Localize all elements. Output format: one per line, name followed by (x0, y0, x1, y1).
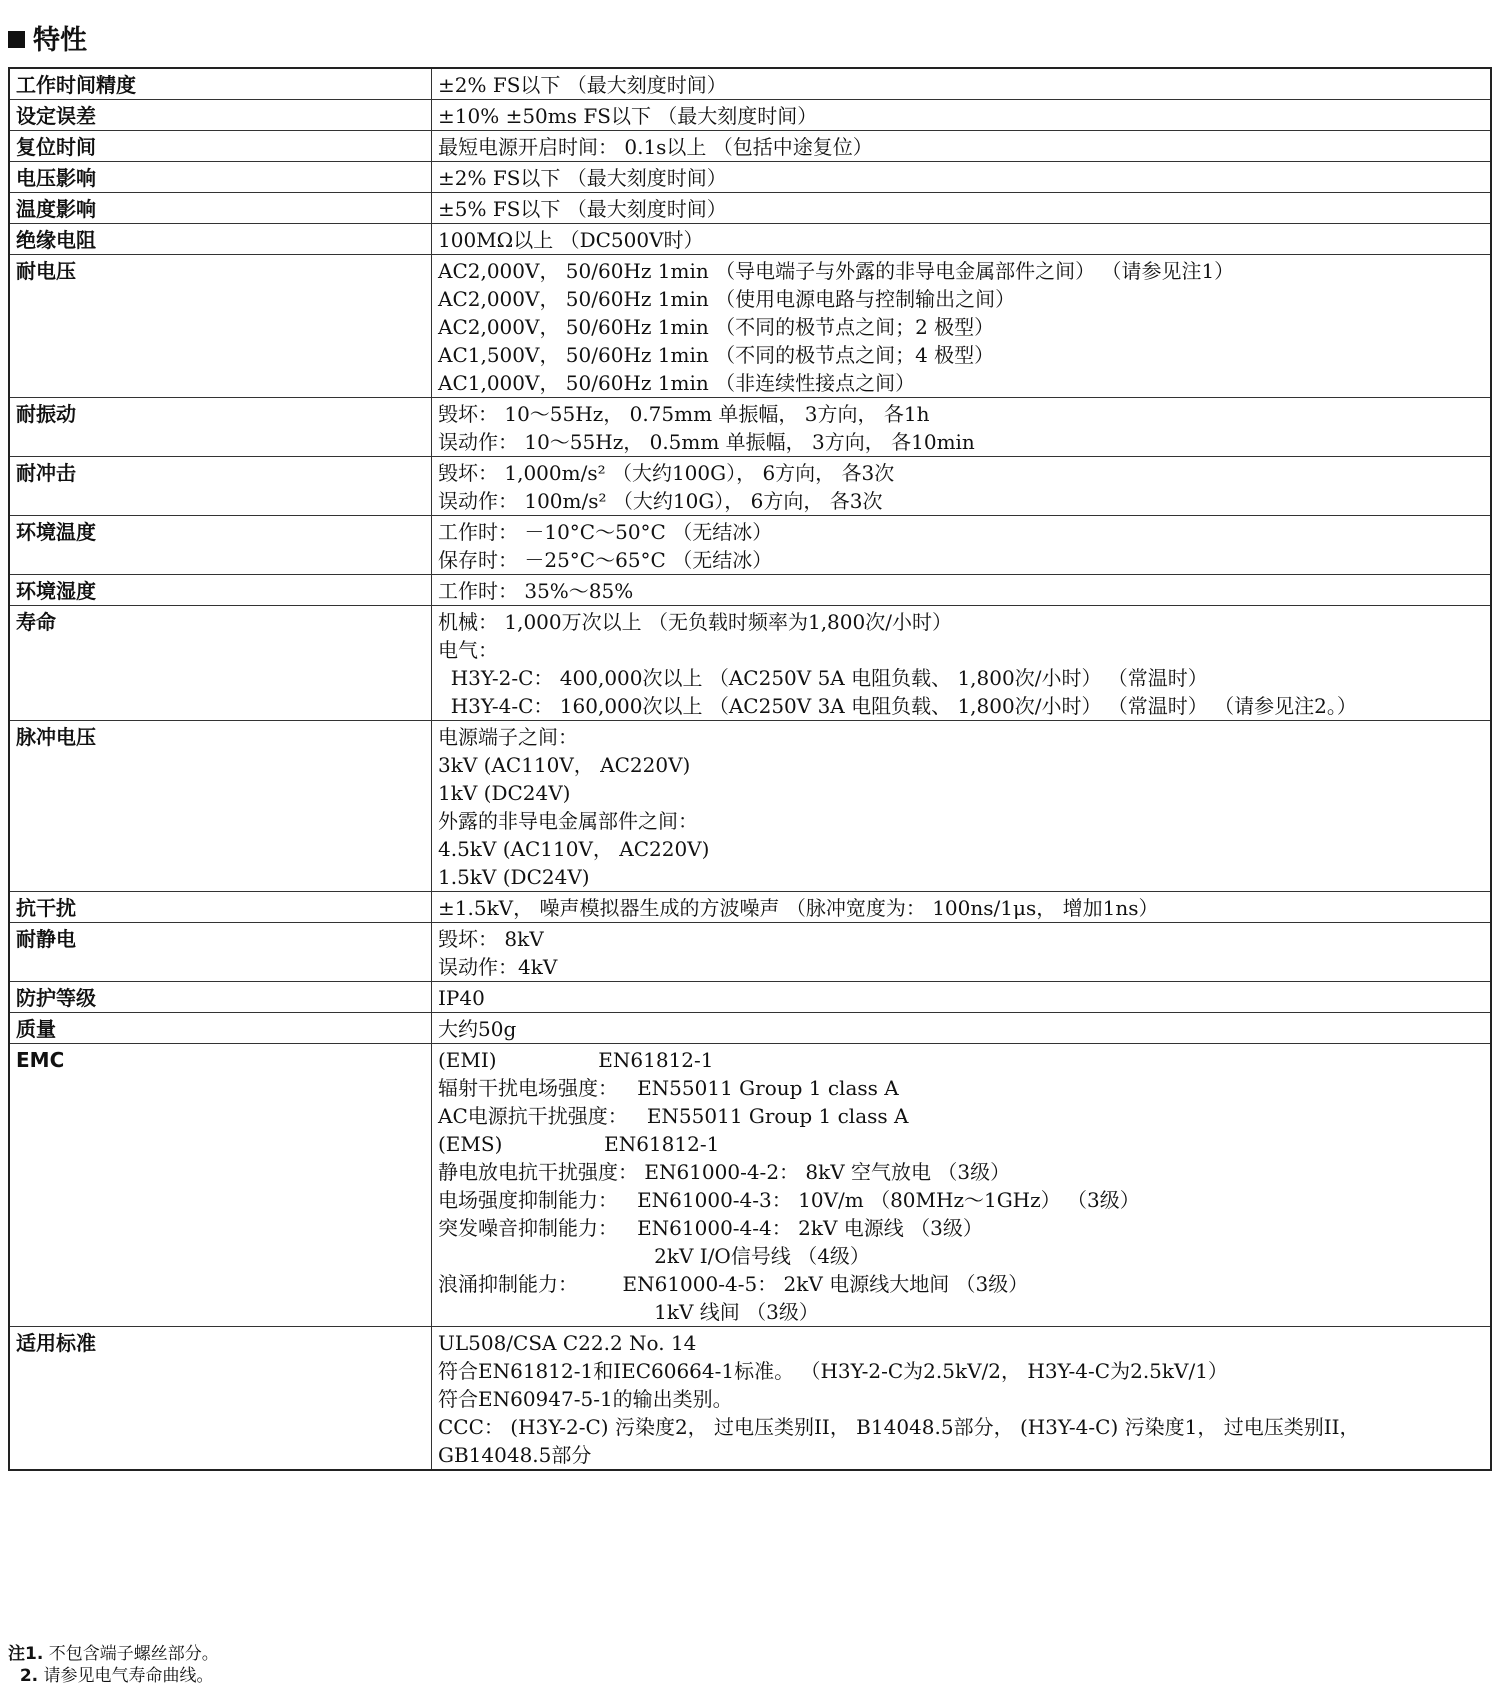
spec-value (432, 721, 1492, 892)
spec-label: 寿命 (9, 606, 432, 721)
footnote-1-number: 注1. (8, 1644, 44, 1664)
table-row (9, 982, 1491, 1013)
spec-value-line: 浪涌抑制能力： EN61000-4-5： 2kV 电源线大地间 （3级） (438, 1272, 1029, 1296)
table-row (9, 255, 1491, 398)
spec-value-line: 3kV (AC110V， AC220V) (438, 753, 691, 777)
spec-value-line: 电场强度抑制能力： EN61000-4-3： 10V/m （80MHz～1GHz） （3级） (438, 1188, 1140, 1212)
spec-value (432, 68, 1492, 100)
spec-value-line: 工作时： －10°C～50°C （无结冰） (438, 520, 773, 544)
spec-value-line: 符合EN61812-1和IEC60664-1标准。 （H3Y-2-C为2.5kV/2， H3Y-4-C为2.5kV/1） (438, 1359, 1228, 1383)
spec-value-line: 毁坏： 8kV (438, 927, 544, 951)
spec-value (432, 575, 1492, 606)
spec-value (432, 982, 1492, 1013)
table-row (9, 721, 1491, 892)
spec-value (432, 1013, 1492, 1044)
table-row (9, 224, 1491, 255)
spec-value-line: AC电源抗干扰强度： EN55011 Group 1 class A (438, 1104, 909, 1128)
spec-value (432, 516, 1492, 575)
footnote-2-number: 2. (8, 1666, 39, 1686)
table-row (9, 1044, 1491, 1327)
spec-value-line: 1kV (DC24V) (438, 781, 571, 805)
spec-label: 温度影响 (9, 193, 432, 224)
spec-label: EMC (9, 1044, 432, 1327)
spec-value-line: 1.5kV (DC24V) (438, 865, 590, 889)
table-row (9, 162, 1491, 193)
spec-value-line: 工作时： 35%～85% (438, 579, 634, 603)
spec-value (432, 1044, 1492, 1327)
spec-value-line: 4.5kV (AC110V， AC220V) (438, 837, 710, 861)
spec-value (432, 892, 1492, 923)
spec-value-line: 外露的非导电金属部件之间： (438, 809, 698, 833)
spec-label: 质量 (9, 1013, 432, 1044)
spec-label: 耐振动 (9, 398, 432, 457)
spec-value-line: 最短电源开启时间： 0.1s以上 （包括中途复位） (438, 135, 873, 159)
table-row (9, 575, 1491, 606)
spec-value-line: 毁坏： 10～55Hz， 0.75mm 单振幅， 3方向， 各1h (438, 402, 930, 426)
spec-value-line: GB14048.5部分 (438, 1443, 592, 1467)
spec-value-line: ±10% ±50ms FS以下 （最大刻度时间） (438, 104, 818, 128)
spec-value-line: 大约50g (438, 1017, 517, 1041)
spec-label: 防护等级 (9, 982, 432, 1013)
spec-value (432, 255, 1492, 398)
table-row (9, 1327, 1491, 1471)
spec-value-line: 辐射干扰电场强度： EN55011 Group 1 class A (438, 1076, 899, 1100)
spec-value-line: 误动作： 100m/s² （大约10G）， 6方向， 各3次 (438, 489, 883, 513)
spec-label: 复位时间 (9, 131, 432, 162)
spec-value-line: 机械： 1,000万次以上 （无负载时频率为1,800次/小时） (438, 610, 952, 634)
spec-value-line: ±1.5kV， 噪声模拟器生成的方波噪声 （脉冲宽度为： 100ns/1μs， 增加1ns） (438, 896, 1159, 920)
table-row (9, 68, 1491, 100)
table-row (9, 606, 1491, 721)
spec-label: 环境湿度 (9, 575, 432, 606)
square-bullet-icon (8, 31, 25, 48)
spec-value-line: 误动作：4kV (438, 955, 558, 979)
spec-value-line: 符合EN60947-5-1的输出类别。 (438, 1387, 733, 1411)
spec-value (432, 1327, 1492, 1471)
spec-value-line: ±2% FS以下 （最大刻度时间） (438, 166, 727, 190)
spec-value-line: ±5% FS以下 （最大刻度时间） (438, 197, 727, 221)
table-row (9, 398, 1491, 457)
spec-value (432, 100, 1492, 131)
spec-value-line: 毁坏： 1,000m/s² （大约100G）， 6方向， 各3次 (438, 461, 895, 485)
spec-label: 耐静电 (9, 923, 432, 982)
spec-value-line: (EMI) EN61812-1 (438, 1048, 714, 1072)
section-heading (8, 18, 87, 57)
table-row (9, 193, 1491, 224)
spec-value-line: ±2% FS以下 （最大刻度时间） (438, 73, 727, 97)
spec-value-line: 突发噪音抑制能力： EN61000-4-4： 2kV 电源线 （3级） (438, 1216, 983, 1240)
spec-label: 耐电压 (9, 255, 432, 398)
spec-value-line: UL508/CSA C22.2 No. 14 (438, 1331, 697, 1355)
spec-label: 工作时间精度 (9, 68, 432, 100)
spec-label: 抗干扰 (9, 892, 432, 923)
spec-value (432, 131, 1492, 162)
footnote-2 (8, 1665, 219, 1687)
footnote-1-text: 不包含端子螺丝部分。 (48, 1644, 219, 1664)
spec-value-line: 保存时： －25°C～65°C （无结冰） (438, 548, 773, 572)
spec-value-line: 100MΩ以上 （DC500V时） (438, 228, 704, 252)
table-row (9, 923, 1491, 982)
spec-value-line: AC2,000V， 50/60Hz 1min （导电端子与外露的非导电金属部件之间） （请参见注1） (438, 259, 1235, 283)
spec-value (432, 398, 1492, 457)
spec-value-line: IP40 (438, 986, 485, 1010)
spec-table-body (9, 68, 1491, 1470)
footnote-1 (8, 1643, 219, 1665)
spec-value (432, 457, 1492, 516)
spec-label: 适用标准 (9, 1327, 432, 1471)
table-row (9, 457, 1491, 516)
spec-value-line: AC1,000V， 50/60Hz 1min （非连续性接点之间） (438, 371, 916, 395)
spec-label: 绝缘电阻 (9, 224, 432, 255)
spec-value-line: 电源端子之间： (438, 725, 578, 749)
spec-value-line: (EMS) EN61812-1 (438, 1132, 720, 1156)
spec-value-line: H3Y-2-C： 400,000次以上 （AC250V 5A 电阻负载、 1,800次/小时） （常温时） (438, 666, 1208, 690)
spec-label: 设定误差 (9, 100, 432, 131)
spec-value-line: CCC： (H3Y-2-C) 污染度2， 过电压类别II， B14048.5部分， (H3Y-4-C) 污染度1， 过电压类别II， (438, 1415, 1360, 1439)
spec-value-line: 电气： (438, 638, 498, 662)
table-row (9, 516, 1491, 575)
spec-value-line: AC2,000V， 50/60Hz 1min （不同的极节点之间；2 极型） (438, 315, 995, 339)
spec-value-line: 2kV I/O信号线 （4级） (438, 1244, 870, 1268)
spec-value (432, 923, 1492, 982)
spec-value (432, 193, 1492, 224)
spec-value (432, 224, 1492, 255)
spec-value-line: 静电放电抗干扰强度： EN61000-4-2： 8kV 空气放电 （3级） (438, 1160, 1011, 1184)
table-row (9, 1013, 1491, 1044)
spec-value-line: 误动作： 10～55Hz， 0.5mm 单振幅， 3方向， 各10min (438, 430, 975, 454)
spec-value-line: AC2,000V， 50/60Hz 1min （使用电源电路与控制输出之间） (438, 287, 1016, 311)
spec-label: 电压影响 (9, 162, 432, 193)
spec-value-line: H3Y-4-C： 160,000次以上 （AC250V 3A 电阻负载、 1,800次/小时） （常温时） （请参见注2。） (438, 694, 1357, 718)
table-row (9, 100, 1491, 131)
table-row (9, 131, 1491, 162)
spec-label: 脉冲电压 (9, 721, 432, 892)
footnotes (8, 1643, 219, 1687)
spec-table (8, 67, 1492, 1471)
table-row (9, 892, 1491, 923)
spec-value (432, 162, 1492, 193)
section-title: 特性 (33, 25, 87, 56)
footnote-2-text: 请参见电气寿命曲线。 (43, 1666, 214, 1686)
spec-label: 环境温度 (9, 516, 432, 575)
spec-value-line: AC1,500V， 50/60Hz 1min （不同的极节点之间；4 极型） (438, 343, 995, 367)
spec-label: 耐冲击 (9, 457, 432, 516)
spec-value (432, 606, 1492, 721)
spec-value-line: 1kV 线间 （3级） (438, 1300, 819, 1324)
